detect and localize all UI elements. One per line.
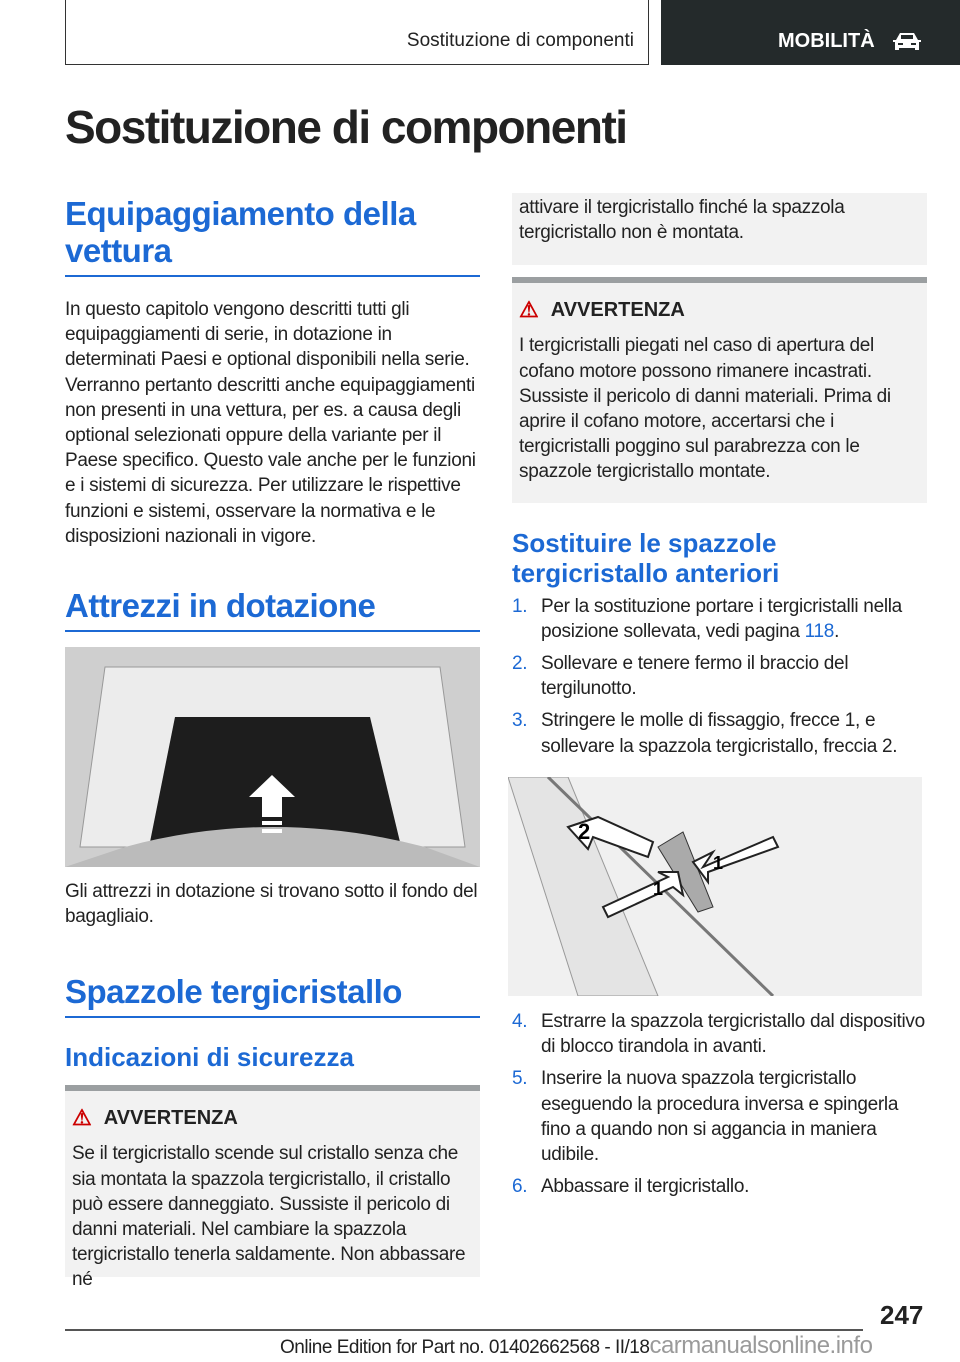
warning-text-continued: attivare il tergicristallo finché la spazzola tergicristallo non è montata.	[519, 197, 845, 244]
header-section: Sostituzione di componenti	[65, 0, 649, 65]
heading-equipment: Equipaggiamento della vettura	[65, 195, 480, 277]
warning-triangle-icon: ⚠	[519, 297, 539, 323]
heading-safety: Indicazioni di sicurezza	[65, 1042, 354, 1073]
step-item: 5. Inserire la nuova spazzola tergicristallo eseguendo la procedura inversa e spingerla fino a quando non si aggancia in maniera udibile.	[512, 1068, 899, 1166]
warning-text: Se il tergicristallo scende sul cristallo senza che sia montata la spazzola tergicristallo, il cristallo può essere danneggiato. Sussiste il pericolo di danni materiali. Nel cambiare la spazzola tergicristallo tenerla saldamente. Non abbassare né	[72, 1143, 466, 1291]
warning-title: AVVERTENZA	[103, 1106, 238, 1129]
footer-edition: Online Edition for Part no. 01402662568 - II/18carmanualsonline.info	[280, 1332, 873, 1359]
watermark: carmanualsonline.info	[649, 1332, 873, 1359]
warning-box-1	[65, 1085, 480, 1291]
page-title: Sostituzione di componenti	[65, 101, 627, 153]
page-number: 247	[880, 1300, 924, 1330]
heading-tools: Attrezzi in dotazione	[65, 587, 480, 632]
svg-text:1: 1	[653, 879, 664, 899]
footer-divider	[65, 1329, 863, 1331]
car-icon	[891, 30, 923, 54]
warning-box-1-continued	[512, 193, 927, 265]
header-chapter	[661, 0, 960, 65]
heading-replace-wipers: Sostituire le spazzole tergicristallo anteriori	[512, 527, 780, 588]
step-item: 1. Per la sostituzione portare i tergicristalli nella posizione sollevata, vedi pagina 118.	[512, 595, 902, 642]
page-link[interactable]: 118	[804, 620, 835, 642]
warning-triangle-icon: ⚠	[72, 1105, 92, 1131]
steps-list-a	[512, 594, 927, 759]
chapter-label: MOBILITÀ	[778, 30, 875, 52]
warning-box-2	[512, 277, 927, 502]
step-item: 3. Stringere le molle di fissaggio, frecce 1, e sollevare la spazzola tergicristallo, freccia 2.	[512, 710, 898, 757]
svg-text:1: 1	[713, 853, 724, 873]
step-item: 4. Estrarre la spazzola tergicristallo dal dispositivo di blocco tirandola in avanti.	[512, 1011, 925, 1058]
trunk-image	[65, 647, 480, 867]
svg-text:2: 2	[578, 819, 591, 844]
tools-text: Gli attrezzi in dotazione si trovano sotto il fondo del bagagliaio.	[65, 881, 478, 928]
wiper-image	[508, 777, 922, 996]
step-item: 2. Sollevare e tenere fermo il braccio del tergilunotto.	[512, 653, 849, 700]
step-item: 6. Abbassare il tergicristallo.	[512, 1176, 750, 1198]
warning-text: I tergicristalli piegati nel caso di apertura del cofano motore possono rimanere incastrati. Sussiste il pericolo di danni materiali. Prima di aprire il cofano motore, accertarsi che i tergicristalli poggino sul parabrezza con le spazzole tergicristallo montate.	[519, 335, 891, 483]
heading-wipers: Spazzole tergicristallo	[65, 973, 480, 1018]
warning-title: AVVERTENZA	[550, 298, 685, 321]
steps-list-b	[512, 1009, 927, 1199]
equipment-text: In questo capitolo vengono descritti tutti gli equipaggiamenti di serie, in dotazione in determinati Paesi e optional disponibili nella serie. Verranno pertanto descritti anche equipaggiamenti non presenti in una vettura, per es. a causa degli optional selezionati oppure della variante per il Paese specifico. Questo vale anche per le funzioni e i sistemi di sicurezza. Per utilizzare le rispettive funzioni e sistemi, osservare la normativa e le disposizioni nazionali in vigore.	[65, 299, 476, 547]
